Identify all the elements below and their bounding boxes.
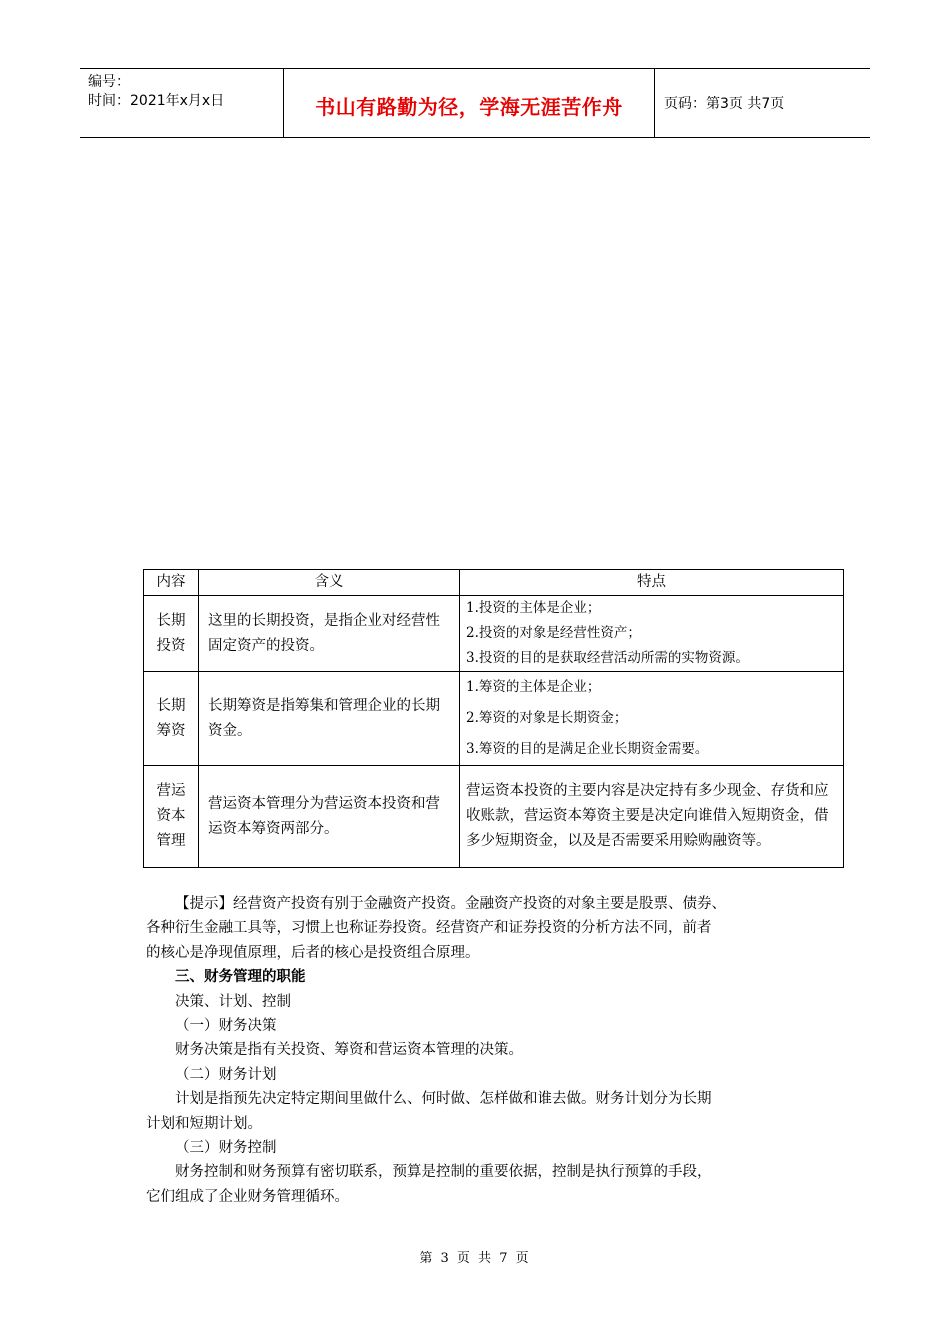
subheading: （二）财务计划 [175,1066,277,1083]
meaning-cell: 营运资本管理分为营运资本投资和营运资本筹资两部分。 [199,766,460,868]
section-title: 三、财务管理的职能 [175,969,306,986]
paragraph: 计划是指预先决定特定期间里做什么、何时做、怎样做和谁去做。财务计划分为长期 [175,1091,712,1108]
page-footer: 第 3 页 共 7 页 [419,1251,531,1266]
subheading: （一）财务决策 [175,1018,277,1035]
table-header-row [144,570,844,596]
features-cell: 营运资本投资的主要内容是决定持有多少现金、存货和应收账款，营运资本筹资主要是决定向谁借入短期资金，借多少短期资金，以及是否需要采用赊购融资等。 [460,766,844,868]
tip-line: 各种衍生金融工具等，习惯上也称证券投资。经营资产和证券投资的分析方法不同，前者 [146,920,712,937]
page-label: 页码：第3页 共7页 [664,96,785,112]
paragraph: 财务决策是指有关投资、筹资和营运资本管理的决策。 [175,1042,523,1059]
document-header [80,68,870,138]
subheading: （三）财务控制 [175,1140,277,1157]
table-row [144,596,844,672]
motto: 书山有路勤为径，学海无涯苦作舟 [315,94,623,119]
table-row [144,672,844,766]
item-cell: 长期 筹资 [144,672,199,766]
content-table [143,569,844,868]
header-motto-cell [283,69,655,137]
paragraph: 它们组成了企业财务管理循环。 [146,1188,349,1205]
header-meta [88,73,224,111]
body-text [146,892,816,1209]
features-cell: 1.投资的主体是企业； 2.投资的对象是经营性资产； 3.投资的目的是获取经营活动所需的实物资源。 [460,596,844,672]
item-cell: 长期 投资 [144,596,199,672]
time-label: 时间：2021年x月x日 [88,93,225,109]
number-label: 编号： [88,74,130,90]
header-cell: 含义 [199,570,460,596]
meaning-cell: 长期筹资是指筹集和管理企业的长期资金。 [199,672,460,766]
table-row [144,766,844,868]
header-cell: 内容 [144,570,199,596]
header-cell: 特点 [460,570,844,596]
tip-line: 的核心是净现值原理，后者的核心是投资组合原理。 [146,944,480,961]
item-cell: 营运 资本 管理 [144,766,199,868]
tip-line: 【提示】经营资产投资有别于金融资产投资。金融资产投资的对象主要是股票、债券、 [175,896,726,912]
paragraph: 计划和短期计划。 [146,1115,262,1132]
features-cell: 1.筹资的主体是企业； 2.筹资的对象是长期资金； 3.筹资的目的是满足企业长期资金需要。 [460,672,844,766]
functions-line: 决策、计划、控制 [175,993,291,1010]
meaning-cell: 这里的长期投资，是指企业对经营性固定资产的投资。 [199,596,460,672]
paragraph: 财务控制和财务预算有密切联系，预算是控制的重要依据，控制是执行预算的手段， [175,1164,712,1181]
